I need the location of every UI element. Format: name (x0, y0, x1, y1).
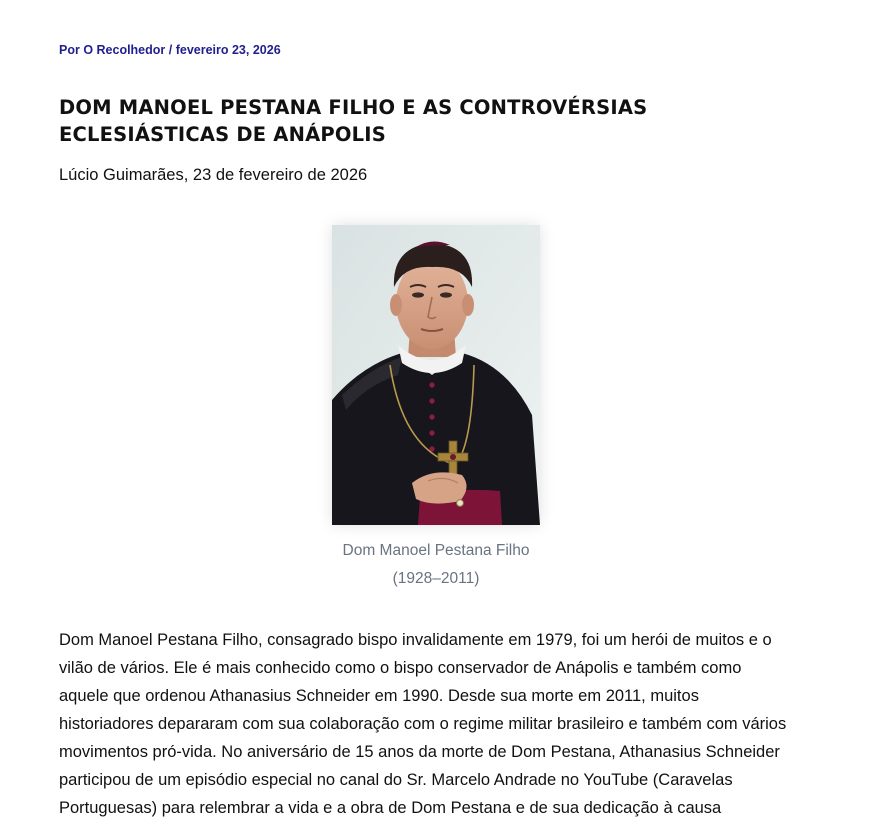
figure-caption (236, 537, 636, 593)
author-prefix: Por (59, 43, 84, 57)
date-link[interactable]: fevereiro 23, 2026 (175, 43, 281, 57)
meta-separator: / (165, 43, 176, 57)
bishop-portrait-image (332, 225, 540, 525)
author-link[interactable]: O Recolhedor (83, 43, 166, 57)
article-title (59, 94, 759, 148)
paragraph-line: Portuguesas) para relembrar a vida e a obra de Dom Pestana e de sua dedicação à causa (59, 799, 722, 817)
caption-line: (1928–2011) (392, 570, 480, 587)
post-meta (59, 43, 281, 57)
paragraph-line: Dom Manoel Pestana Filho, consagrado bispo invalidamente em 1979, foi um herói de muitos e o (59, 631, 772, 649)
paragraph-line: movimentos pró-vida. No aniversário de 15 anos da morte de Dom Pestana, Athanasius Schneider (59, 743, 780, 761)
paragraph-line: aquele que ordenou Athanasius Schneider em 1990. Desde sua morte em 2011, muitos (59, 687, 699, 705)
paragraph-line: historiadores depararam com sua colaboração com o regime militar brasileiro e também com vários (59, 715, 787, 733)
paragraph-line: participou de um episódio especial no canal do Sr. Marcelo Andrade no YouTube (Caravelas (59, 771, 733, 789)
caption-line: Dom Manoel Pestana Filho (342, 542, 530, 559)
article-title-line: ECLESIÁSTICAS DE ANÁPOLIS (59, 123, 386, 146)
article-byline: Lúcio Guimarães, 23 de fevereiro de 2026 (59, 166, 368, 184)
paragraph-line: vilão de vários. Ele é mais conhecido como o bispo conservador de Anápolis e também como (59, 659, 742, 677)
article-paragraph (59, 626, 819, 822)
article-title-line: DOM MANOEL PESTANA FILHO E AS CONTROVÉRSIAS (59, 96, 648, 119)
